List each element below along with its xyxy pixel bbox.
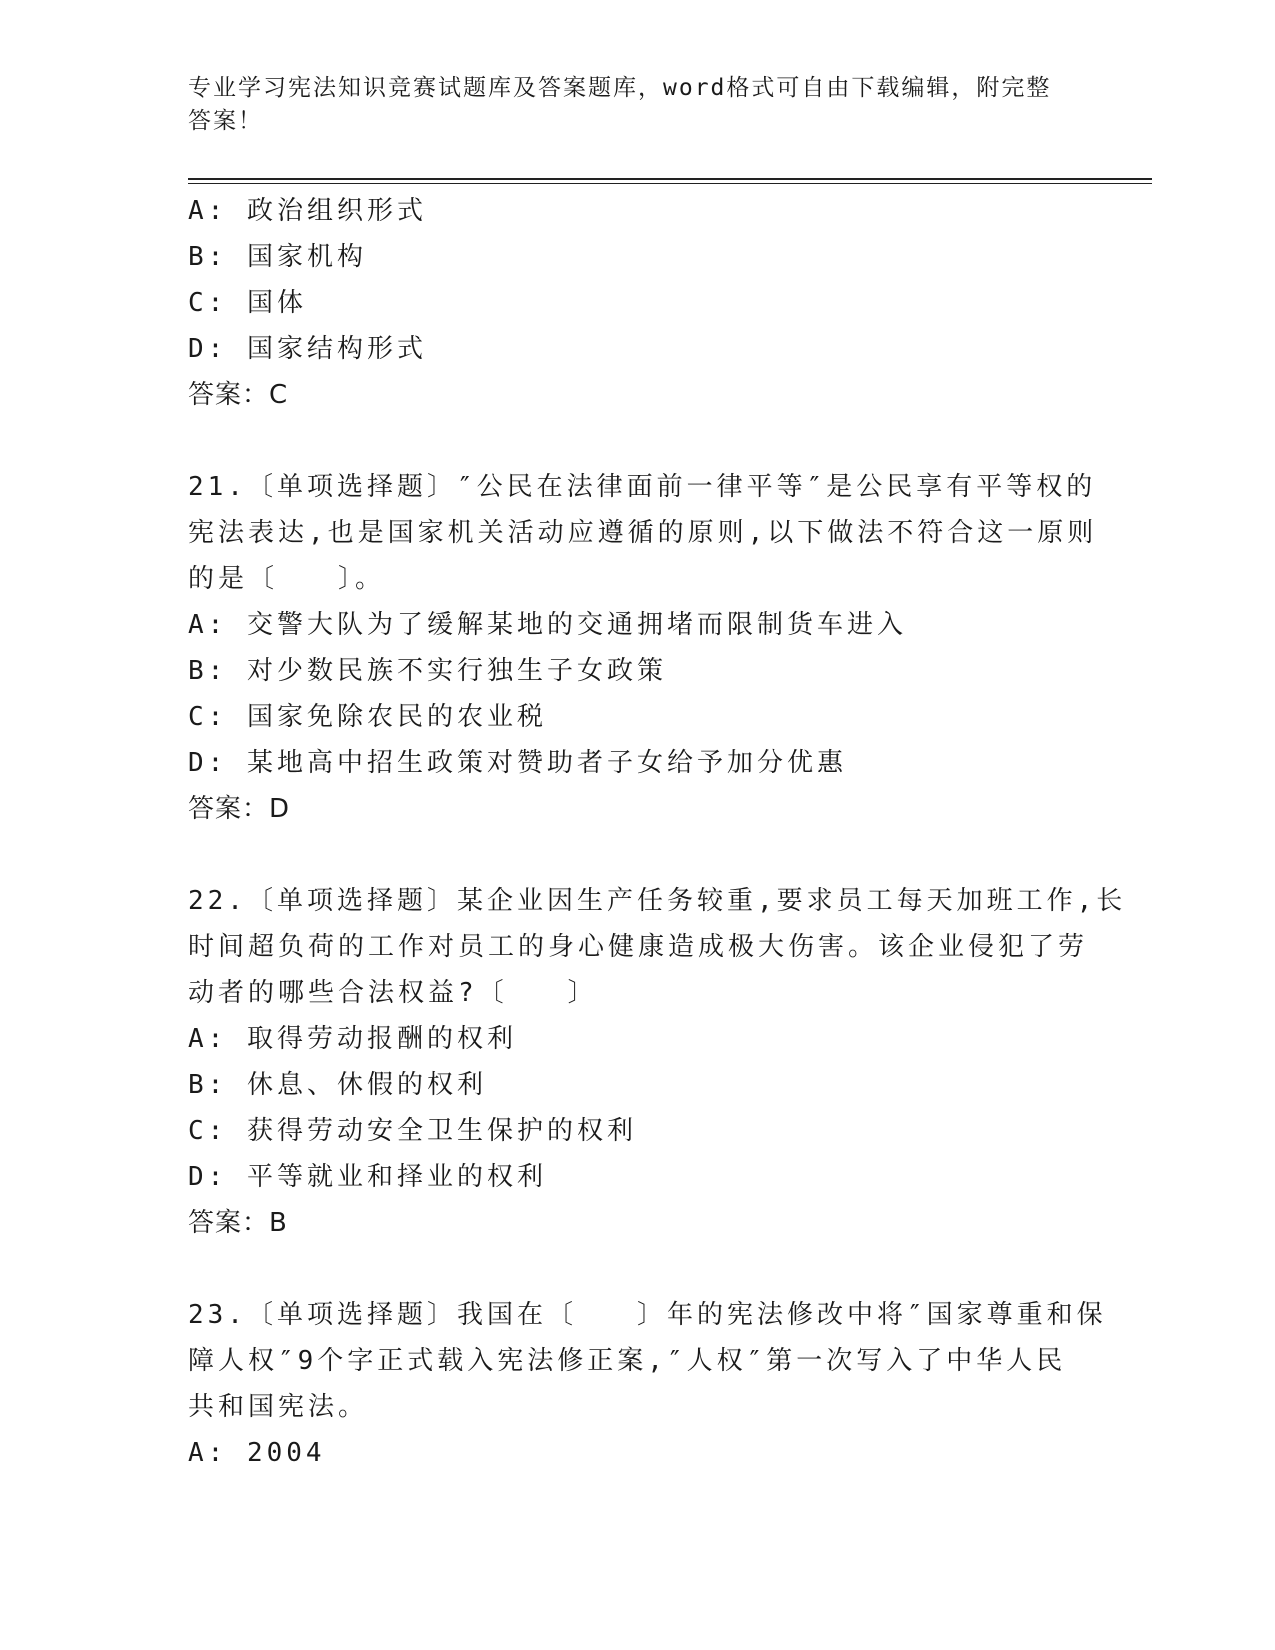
spacer bbox=[188, 418, 1088, 464]
question-text-line: 23.〔单项选择题〕我国在〔 〕年的宪法修改中将″国家尊重和保 bbox=[188, 1300, 1107, 1330]
question-text-line: 22.〔单项选择题〕某企业因生产任务较重,要求员工每天加班工作,长 bbox=[188, 886, 1127, 916]
answer: 答案：B bbox=[188, 1208, 288, 1238]
option-c: C: 国家免除农民的农业税 bbox=[188, 702, 547, 732]
option-a: A: 取得劳动报酬的权利 bbox=[188, 1024, 517, 1054]
option-d: D: 平等就业和择业的权利 bbox=[188, 1162, 547, 1192]
question-text-line: 的是〔 〕。 bbox=[188, 564, 386, 594]
question-23 bbox=[188, 1292, 1107, 1476]
answer: 答案：D bbox=[188, 794, 291, 824]
question-text-line: 障人权″9个字正式载入宪法修正案,″人权″第一次写入了中华人民 bbox=[188, 1346, 1067, 1376]
question-21 bbox=[188, 464, 1098, 832]
option-a: A: 2004 bbox=[188, 1438, 326, 1468]
header-divider-thick bbox=[188, 178, 1152, 180]
question-text-line: 时间超负荷的工作对员工的身心健康造成极大伤害。该企业侵犯了劳 bbox=[188, 932, 1089, 962]
option-c: C: 国体 bbox=[188, 288, 307, 318]
page-header: 专业学习宪法知识竞赛试题库及答案题库，word格式可自由下载编辑，附完整答案！ bbox=[188, 75, 1052, 134]
option-a: A: 交警大队为了缓解某地的交通拥堵而限制货车进入 bbox=[188, 610, 907, 640]
option-d: D: 国家结构形式 bbox=[188, 334, 427, 364]
question-text-line: 动者的哪些合法权益?〔 〕 bbox=[188, 978, 598, 1008]
option-a: A: 政治组织形式 bbox=[188, 196, 427, 226]
spacer bbox=[188, 832, 1088, 878]
option-c: C: 获得劳动安全卫生保护的权利 bbox=[188, 1116, 637, 1146]
question-text-line: 21.〔单项选择题〕″公民在法律面前一律平等″是公民享有平等权的 bbox=[188, 472, 1097, 502]
answer: 答案：C bbox=[188, 380, 289, 410]
question-text-line: 共和国宪法。 bbox=[188, 1392, 369, 1422]
document-body bbox=[188, 188, 1127, 1476]
option-b: B: 休息、休假的权利 bbox=[188, 1070, 487, 1100]
spacer bbox=[188, 1246, 1088, 1292]
option-d: D: 某地高中招生政策对赞助者子女给予加分优惠 bbox=[188, 748, 847, 778]
header-divider-thin bbox=[188, 183, 1152, 184]
question-22 bbox=[188, 878, 1127, 1246]
option-b: B: 对少数民族不实行独生子女政策 bbox=[188, 656, 667, 686]
question-text-line: 宪法表达,也是国家机关活动应遵循的原则,以下做法不符合这一原则 bbox=[188, 518, 1098, 548]
question-20-continued bbox=[188, 188, 1088, 418]
option-b: B: 国家机构 bbox=[188, 242, 367, 272]
